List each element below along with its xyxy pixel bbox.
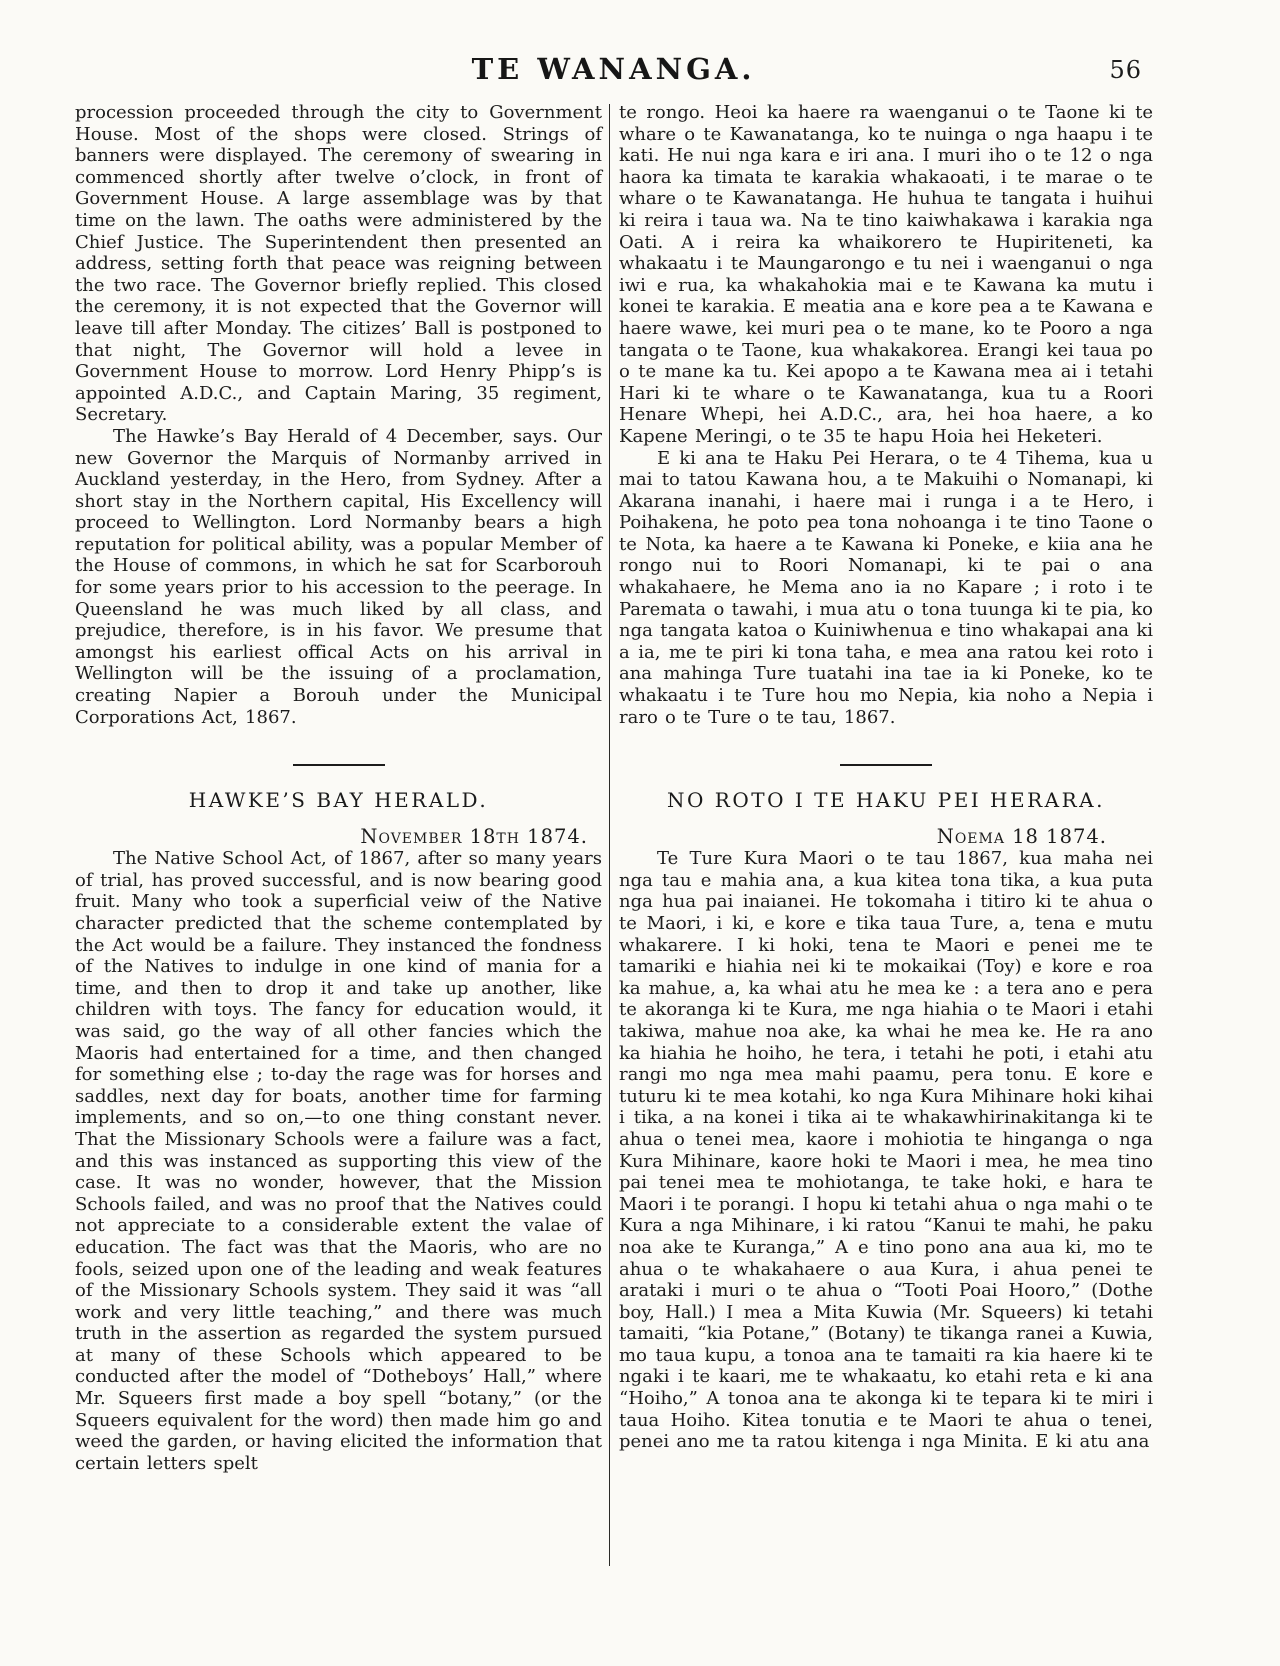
section-date-maori: Noema 18 1874. [936, 825, 1107, 849]
section-divider-rule [293, 764, 385, 766]
column-divider-rule [609, 104, 610, 1566]
maori-paragraph-2: E ki ana te Haku Pei Herara, o te 4 Tihema, kua u mai to tatou Kawana hou, a te Makuihi o Nomanapi, ki Akarana inanahi, i haere mai i runga i a te Hero, i Poihakena, he poto pea tona nohoanga i te tino Taone o te Nota, ka haere a te Kawana ki Poneke, e kiia ana he rongo nui to Roori Nomanapi, ki te pai o ana whakahaere, he Mema ano ia no Kapare ; i roto i te Paremata o tawahi, i mua atu o tona tuunga ki te pia, ko nga tangata katoa o Kuiniwhenua e tino whakapai ana ki a ia, me te piri ki tona taha, e mea ana ratou kei roto i ana mahinga Ture tuatahi ina tae ia ki Poneke, ko te whakaatu i te Ture hou mo Nepia, kia noho a Nepia i raro o te Ture o te tau, 1867. [619, 447, 1153, 728]
section-divider-rule [840, 764, 932, 766]
maori-paragraph-1: te rongo. Heoi ka haere ra waenganui o te Taone ki te whare o te Kawanatanga, ko te nuinga o nga haapu i te kati. He nui nga kara e iri ana. I muri iho o te 12 o nga haora ka timata te karakia whakaoati, i te marae o te whare o te Kawanatanga. He huhua te tangata i huihui ki reira i taua wa. Na te tino kaiwhakawa i karakia nga Oati. A i reira ka whaikorero te Hupiriteneti, ka whakaatu i te Maungarongo e tu nei i waenganui o nga iwi e rua, ka whakahokia mai e te Kawana ka mutu i konei te karakia. E meatia ana e kore pea a te Kawana e haere wawe, kei muri pea o te mane, ko te Pooro a nga tangata o te Taone, kua whakakorea. Erangi kei taua po o te mane ka tu. Kei apopo a te Kawana mea ai i tetahi Hari ki te whare o te Kawanatanga, kua tu a Roori Henare Whepi, hei A.D.C., ara, hei hoa haere, a ko Kapene Meringi, o te 35 te hapu Hoia hei Heketeri. [619, 102, 1153, 447]
english-paragraph-1: procession proceeded through the city to Government House. Most of the shops were closed. Strings of banners were displayed. The ceremony of swearing in commenced shortly after twelve o’clock, in front of Government House. A large assemblage was by that time on the lawn. The oaths were administered by the Chief Justice. The Superintendent then presented an address, setting forth that peace was reigning between the two race. The Governor briefly replied. This closed the ceremony, it is not expected that the Governor will leave till after Monday. The citizes’ Ball is postponed to that night, The Governor will hold a levee in Government House to morrow. Lord Henry Phipp’s is appointed A.D.C., and Captain Maring, 35 regiment, Secretary. [75, 102, 602, 426]
section-heading-english: HAWKE’S BAY HERALD. [188, 788, 489, 813]
page-number: 56 [1109, 56, 1142, 84]
maori-column [619, 102, 1153, 1453]
page-header [0, 0, 1280, 86]
two-column-layout [0, 86, 1280, 1566]
maori-paragraph-3: Te Ture Kura Maori o te tau 1867, kua maha nei nga tau e mahia ana, a kua kitea tona tika, a kua puta nga hua pai inaianei. He tokomaha i titiro ki te ahua o te Maori, i ki, e kore e tika taua Ture, a, tena e mutu whakarere. I ki hoki, tena te Maori e penei me te tamariki e hiahia nei ki te mokaikai (Toy) e kore e roa ka mahue, a, ka whai atu he mea ke : a tera ano e pera te akoranga ki te Kura, me nga hiahia o te Maori i etahi takiwa, mahue noa ake, ka whai he mea ke. He ra ano ka hiahia he hoiho, he tera, i tetahi he poti, i etahi atu rangi mo nga mea mahi paamu, pera tonu. E kore e tuturu ki te mea kotahi, ko nga Kura Mihinare hoki kihai i tika, a na konei i tika ai te whakawhirinakitanga ki te ahua o tenei mea, kaore i mohiotia te hinganga o nga Kura Mihinare, kaore hoki te Maori i mea, he mea tino pai tenei mea te mohiotanga, te take hoki, e hara te Maori i te porangi. I hopu ki tetahi ahua o nga mahi o te Kura a nga Mihinare, i ki ratou “Kanui te mahi, he paku noa ake te Kuranga,” A e tino pono ana aua ki, mo te ahua o te whakahaere o aua Kura, i ahua penei te arataki i muri o te ahua o “Tooti Poai Hooro,” (Dothe boy, Hall.) I mea a Mita Kuwia (Mr. Squeers) ki tetahi tamaiti, “kia Potane,” (Botany) te tikanga ranei a Kuwia, mo taua kupu, a tonoa ana te tamaiti ra kia haere ki te ngaki i te kaari, me te whakaatu, ko etahi reta e ki ana “Hoiho,” A tonoa ana te akonga ki te tepara ki te miri i taua Hoiho. Kitea tonutia e te Maori te ahua o tenei, penei ano me ta ratou kitenga i nga Minita. E ki atu ana [619, 848, 1153, 1453]
section-date-english: November 18th 1874. [360, 825, 588, 849]
english-paragraph-2: The Hawke’s Bay Herald of 4 December, says. Our new Governor the Marquis of Normanby arrived in Auckland yesterday, in the Hero, from Sydney. After a short stay in the Northern capital, His Excellency will proceed to Wellington. Lord Normanby bears a high reputation for political ability, was a popular Member of the House of commons, in which he sat for Scarborouh for some years prior to his accession to the peerage. In Queensland he was much liked by all class, and prejudice, therefore, is in his favor. We presume that amongst his earliest offical Acts on his arrival in Wellington will be the issuing of a proclamation, creating Napier a Borouh under the Municipal Corporations Act, 1867. [75, 425, 602, 728]
page-title: TE WANANGA. [471, 52, 756, 86]
english-column [75, 102, 602, 1474]
english-paragraph-3: The Native School Act, of 1867, after so many years of trial, has proved successful, and is now bearing good fruit. Many who took a superficial veiw of the Native character predicted that the scheme contemplated by the Act would be a failure. They instanced the fondness of the Natives to indulge in one kind of mania for a time, and then to drop it and take up another, like children with toys. The fancy for education would, it was said, go the way of all other fancies which the Maoris had entertained for a time, and then changed for something else ; to-day the rage was for horses and saddles, next day for boats, another time for farming implements, and so on,—to one thing constant never. That the Missionary Schools were a failure was a fact, and this was instanced as supporting this view of the case. It was no wonder, however, that the Mission Schools failed, and was no proof that the Natives could not appreciate to a considerable extent the valae of education. The fact was that the Maoris, who are no fools, seized upon one of the leading and weak features of the Missionary Schools system. They said it was “all work and very little teaching,” and there was much truth in the assertion as regarded the system pursued at many of these Schools which appeared to be conducted after the model of “Dotheboys’ Hall,” where Mr. Squeers first made a boy spell “botany,” (or the Squeers equivalent for the word) then made him go and weed the garden, or having elicited the information that certain letters spelt [75, 848, 602, 1474]
section-heading-maori: NO ROTO I TE HAKU PEI HERARA. [667, 788, 1105, 813]
